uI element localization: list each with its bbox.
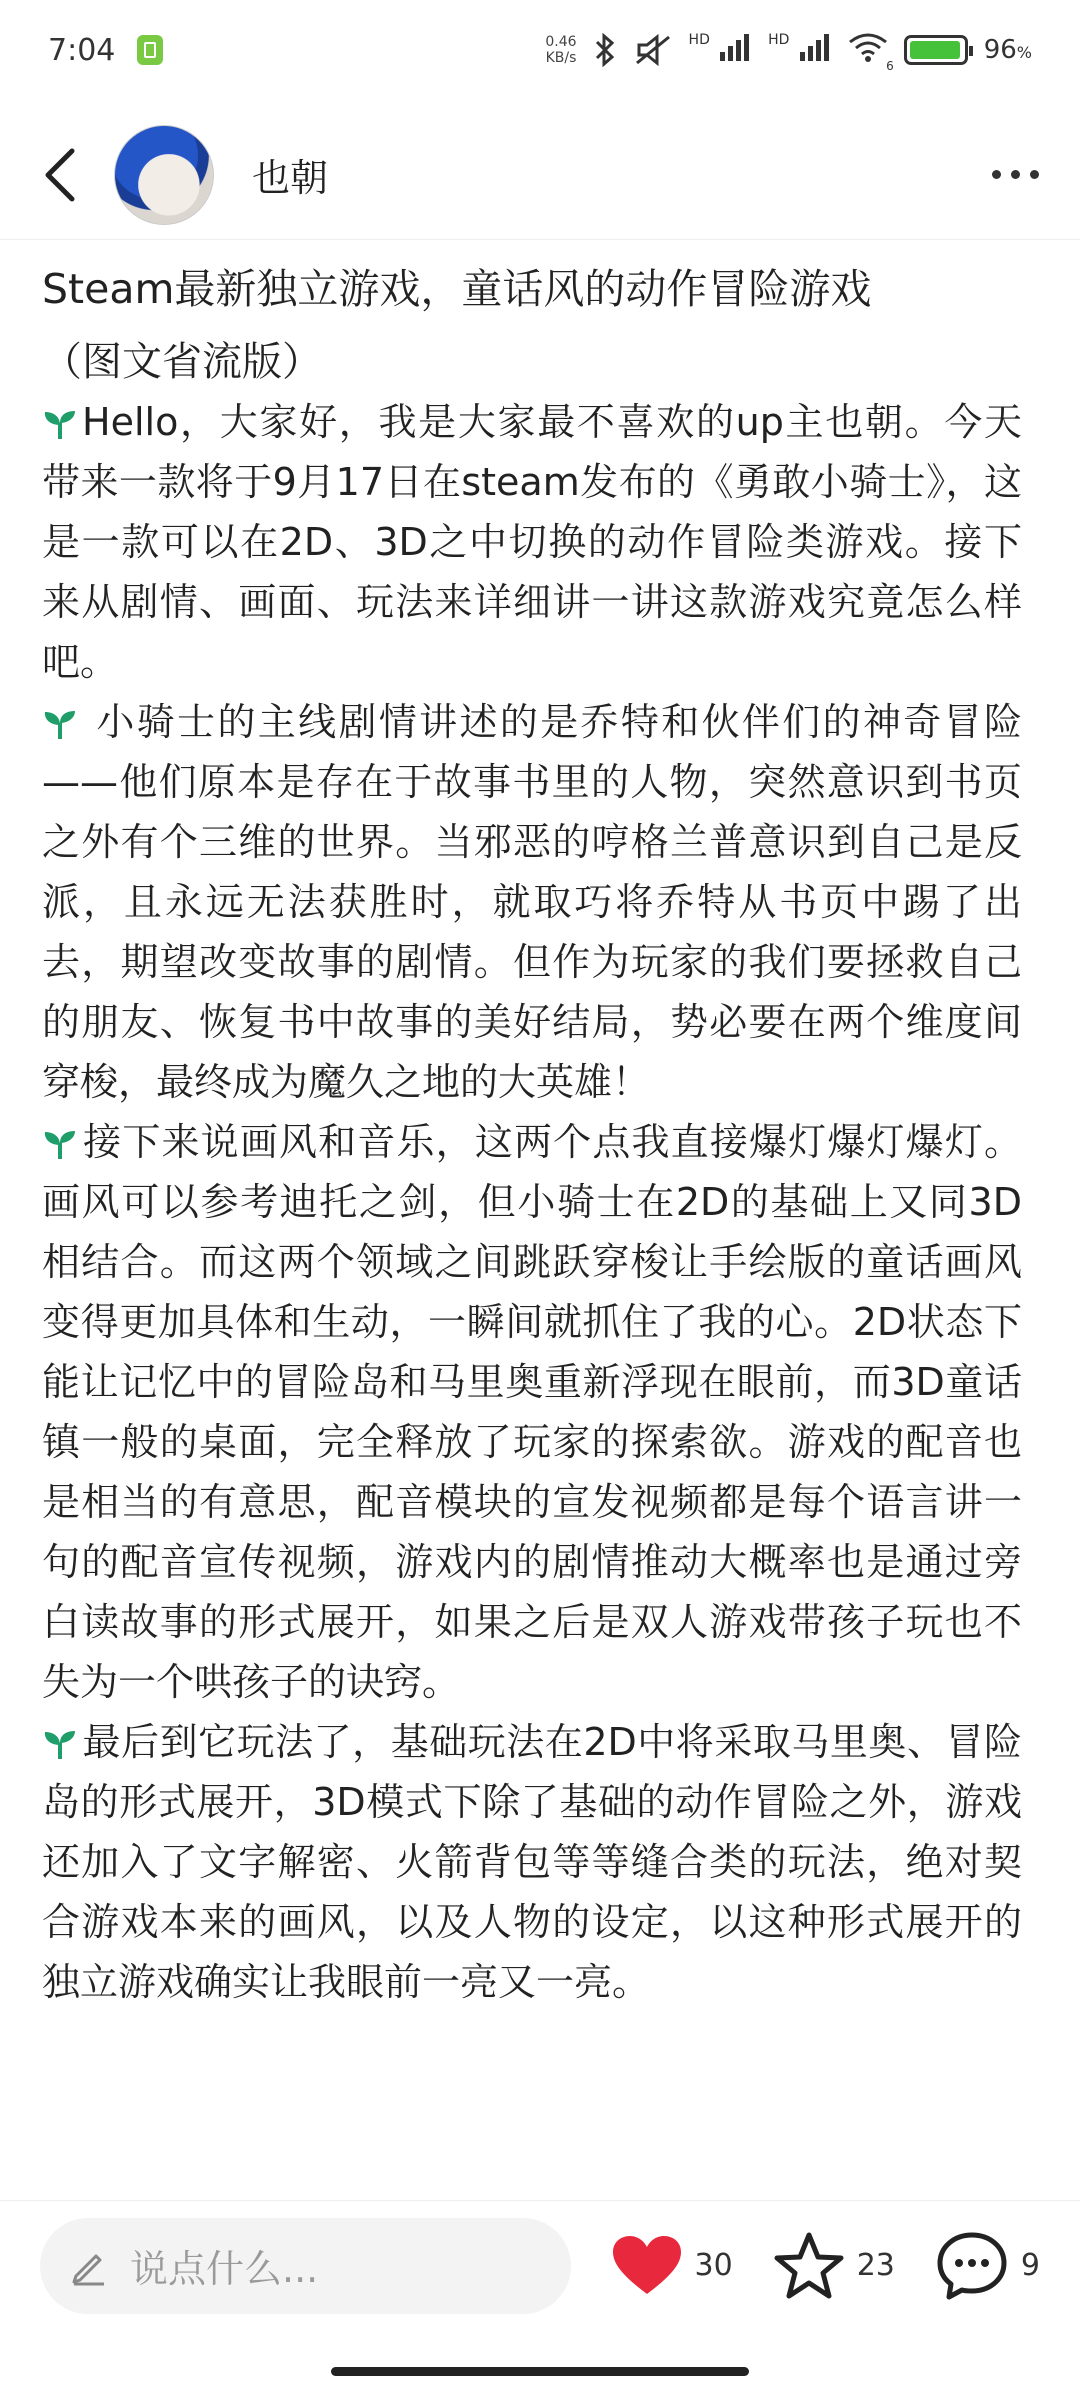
pencil-icon — [68, 2246, 108, 2286]
back-arrow-icon[interactable] — [30, 145, 90, 205]
favorite-count: 23 — [856, 2248, 895, 2283]
post-paragraph: 小骑士的主线剧情讲述的是乔特和伙伴们的神奇冒险——他们原本是存在于故事书里的人物，突然意识到书页之外有个三维的世界。当邪恶的哼格兰普意识到自己是反派，且永远无法获胜时，就取巧将乔特从书页中踢了出去，期望改变故事的剧情。但作为玩家的我们要拯救自己的朋友、恢复书中故事的美好结局，势必要在两个维度间穿梭，最终成为魔久之地的大英雄！ — [42, 700, 1022, 1104]
sprout-icon — [42, 409, 78, 439]
bottom-action-bar — [0, 2200, 1080, 2330]
sprout-icon — [42, 1729, 78, 1759]
author-name[interactable]: 也朝 — [252, 156, 329, 200]
post-paragraph: Hello，大家好，我是大家最不喜欢的up主也朝。今天带来一款将于9月17日在steam发布的《勇敢小骑士》，这是一款可以在2D、3D之中切换的动作冒险类游戏。接下来从剧情、画面、玩法来详细讲一讲这款游戏究竟怎么样吧。 — [42, 400, 1022, 684]
comment-input[interactable] — [40, 2218, 571, 2314]
favorite-button[interactable] — [773, 2231, 895, 2301]
comment-bubble-icon — [935, 2230, 1009, 2302]
status-time: 7:04 — [48, 32, 116, 68]
signal-bars-icon — [718, 32, 752, 62]
wifi-icon: 6 — [848, 32, 888, 69]
comment-count: 9 — [1020, 2248, 1040, 2283]
more-options-icon[interactable] — [980, 145, 1050, 205]
net-speed-unit: KB/s — [545, 50, 577, 66]
post-paragraph: 接下来说画风和音乐，这两个点我直接爆灯爆灯爆灯。画风可以参考迪托之剑，但小骑士在2D的基础上又同3D相结合。而这两个领域之间跳跃穿梭让手绘版的童话画风变得更加具体和生动，一瞬间就抓住了我的心。2D状态下能让记忆中的冒险岛和马里奥重新浮现在眼前，而3D童话镇一般的桌面，完全释放了玩家的探索欲。游戏的配音也是相当的有意思，配音模块的宣发视频都是每个语言讲一句的配音宣传视频，游戏内的剧情推动大概率也是通过旁白读故事的形式展开，如果之后是双人游戏带孩子玩也不失为一个哄孩子的诀窍。 — [42, 1120, 1022, 1704]
avatar[interactable] — [114, 125, 214, 225]
heart-icon — [611, 2234, 683, 2298]
comment-button[interactable] — [935, 2230, 1040, 2302]
post-header — [0, 110, 1080, 240]
status-bar — [0, 0, 1080, 100]
signal-hd-1: HD — [689, 32, 753, 69]
sprout-icon — [42, 1129, 78, 1159]
home-indicator[interactable] — [331, 2367, 749, 2376]
comment-placeholder: 说点什么... — [130, 2247, 319, 2291]
battery-icon — [904, 35, 968, 65]
bluetooth-icon — [593, 33, 617, 67]
signal-bars-icon — [798, 32, 832, 62]
post-title: Steam最新独立游戏，童话风的动作冒险游戏 — [42, 265, 872, 313]
post-subtitle: （图文省流版） — [42, 339, 322, 385]
net-speed — [545, 34, 576, 66]
app-notification-icon — [137, 35, 163, 65]
status-right — [545, 31, 1032, 73]
signal-hd-2: HD — [768, 32, 832, 69]
post-content — [42, 250, 1022, 2012]
status-left — [48, 33, 163, 68]
net-speed-value: 0.46 — [545, 34, 577, 50]
star-icon — [773, 2231, 845, 2301]
like-button[interactable] — [611, 2234, 733, 2298]
mute-icon — [633, 33, 673, 67]
battery-percent: 96% — [983, 35, 1032, 65]
like-count: 30 — [694, 2248, 733, 2283]
post-paragraph: 最后到它玩法了，基础玩法在2D中将采取马里奥、冒险岛的形式展开，3D模式下除了基础的动作冒险之外，游戏还加入了文字解密、火箭背包等等缝合类的玩法，绝对契合游戏本来的画风，以及人物的设定，以这种形式展开的独立游戏确实让我眼前一亮又一亮。 — [42, 1720, 1022, 2004]
sprout-icon — [42, 709, 78, 739]
